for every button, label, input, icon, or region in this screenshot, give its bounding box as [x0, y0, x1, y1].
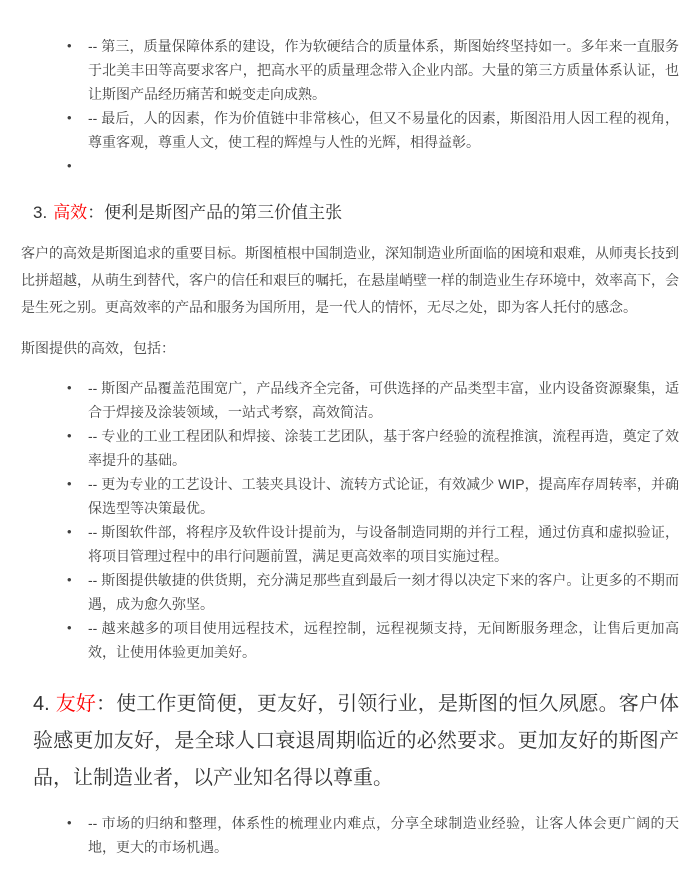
section-3-paragraph-1: 客户的高效是斯图追求的重要目标。斯图植根中国制造业，深知制造业所面临的困境和艰难，从师夷长技到比拼超越，从萌生到替代，客户的信任和艰巨的嘱托，在悬崖峭壁一样的制造业生存环境中，效率高下，会是生死之别。更高效率的产品和服务为国所用，是一代人的情怀，无尽之处，即为客人托付的感念。 — [21, 245, 679, 315]
efficiency-bullet-list — [21, 376, 679, 664]
list-item: • -- 越来越多的项目使用远程技术，远程控制，远程视频支持，无间断服务理念，让售后更加高效，让使用体验更加美好。 — [88, 616, 679, 664]
list-item: • -- 最后，人的因素，作为价值链中非常核心，但又不易量化的因素，斯图沿用人因工程的视角，尊重客观，尊重人文，使工程的辉煌与人性的光辉，相得益彰。 — [88, 106, 679, 154]
friendly-bullet-list — [21, 811, 679, 859]
list-item: • -- 第三，质量保障体系的建设，作为软硬结合的质量体系，斯图始终坚持如一。多年来一直服务于北美丰田等高要求客户，把高水平的质量理念带入企业内部。大量的第三方质量体系认证，也让斯图产品经历痛苦和蜕变走向成熟。 — [88, 34, 679, 106]
section-4-number: 4. — [33, 693, 50, 715]
section-3-number: 3. — [33, 203, 48, 222]
section-4-keyword: 友好 — [55, 693, 97, 715]
list-item: • -- 斯图提供敏捷的供货期，充分满足那些直到最后一刻才得以决定下来的客户。让更多的不期而遇，成为愈久弥坚。 — [88, 568, 679, 616]
list-item-empty — [88, 154, 679, 178]
section-4-heading — [33, 686, 679, 797]
list-item: • -- 市场的归纳和整理，体系性的梳理业内难点，分享全球制造业经验，让客人体会更广阔的天地，更大的市场机遇。 — [88, 811, 679, 859]
list-item: • -- 专业的工业工程团队和焊接、涂装工艺团队，基于客户经验的流程推演，流程再造，奠定了效率提升的基础。 — [88, 424, 679, 472]
section-3-heading — [33, 200, 679, 226]
list-item: • -- 斯图软件部，将程序及软件设计提前为，与设备制造同期的并行工程，通过仿真和虚拟验证，将项目管理过程中的串行问题前置，满足更高效率的项目实施过程。 — [88, 520, 679, 568]
section-3-keyword: 高效 — [53, 203, 88, 222]
section-3-paragraph-2: 斯图提供的高效，包括： — [21, 340, 175, 356]
section-4-title: ：使工作更简便，更友好，引领行业，是斯图的恒久夙愿。客户体验感更加友好，是全球人口衰退周期临近的必然要求。更加友好的斯图产品，让制造业者，以产业知名得以尊重。 — [33, 693, 680, 789]
list-item: • -- 斯图产品覆盖范围宽广，产品线齐全完备，可供选择的产品类型丰富，业内设备资源聚集，适合于焊接及涂装领域，一站式考察，高效简洁。 — [88, 376, 679, 424]
list-item: • -- 更为专业的工艺设计、工装夹具设计、流转方式论证，有效减少 WIP，提高库存周转率，并确保选型等决策最优。 — [88, 472, 679, 520]
quality-bullet-list — [21, 34, 679, 178]
section-3-title: ：便利是斯图产品的第三价值主张 — [87, 203, 343, 222]
